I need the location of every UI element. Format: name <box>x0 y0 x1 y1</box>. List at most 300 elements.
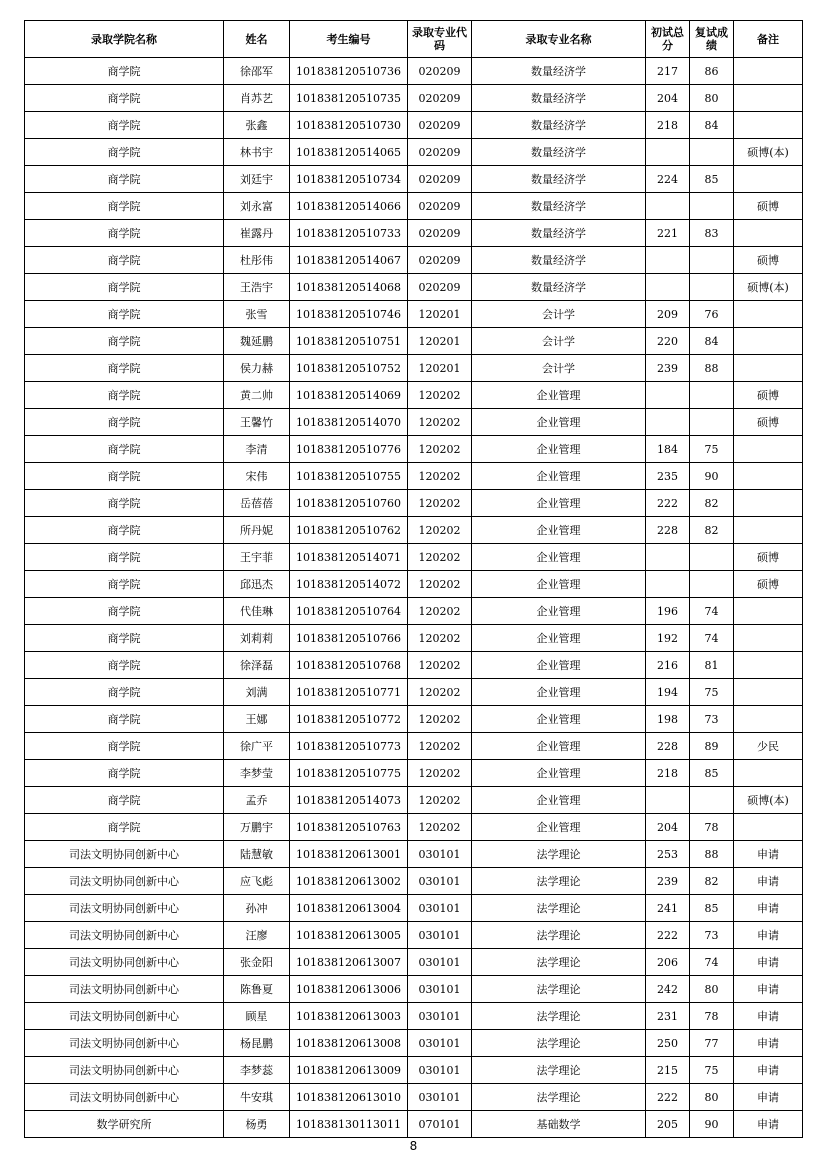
cell-major-name: 企业管理 <box>472 463 646 490</box>
table-row <box>25 814 803 841</box>
cell-college: 司法文明协同创新中心 <box>25 1030 224 1057</box>
cell-major-code: 020209 <box>408 112 472 139</box>
cell-major-code: 120202 <box>408 382 472 409</box>
cell-retest-score: 77 <box>690 1030 734 1057</box>
cell-retest-score: 73 <box>690 706 734 733</box>
cell-name: 王浩宇 <box>224 274 290 301</box>
cell-exam-id: 101838120510752 <box>290 355 408 382</box>
table-row <box>25 1111 803 1138</box>
cell-major-name: 会计学 <box>472 328 646 355</box>
cell-college: 司法文明协同创新中心 <box>25 841 224 868</box>
cell-remarks: 申请 <box>734 868 803 895</box>
table-row <box>25 787 803 814</box>
cell-college: 数学研究所 <box>25 1111 224 1138</box>
table-row <box>25 976 803 1003</box>
cell-remarks <box>734 328 803 355</box>
cell-name: 刘永富 <box>224 193 290 220</box>
cell-college: 商学院 <box>25 490 224 517</box>
cell-name: 陈鲁夏 <box>224 976 290 1003</box>
table-row <box>25 490 803 517</box>
cell-name: 黄二帅 <box>224 382 290 409</box>
cell-remarks <box>734 490 803 517</box>
cell-name: 所丹妮 <box>224 517 290 544</box>
cell-remarks <box>734 814 803 841</box>
cell-remarks <box>734 166 803 193</box>
cell-initial-score: 241 <box>646 895 690 922</box>
cell-initial-score: 222 <box>646 1084 690 1111</box>
cell-college: 商学院 <box>25 112 224 139</box>
header-initial-score: 初试总分 <box>646 21 690 58</box>
header-major-name: 录取专业名称 <box>472 21 646 58</box>
cell-remarks: 申请 <box>734 1030 803 1057</box>
cell-exam-id: 101838120613010 <box>290 1084 408 1111</box>
cell-initial-score: 221 <box>646 220 690 247</box>
cell-name: 李清 <box>224 436 290 463</box>
table-row <box>25 166 803 193</box>
cell-college: 商学院 <box>25 463 224 490</box>
cell-major-code: 120202 <box>408 571 472 598</box>
cell-remarks <box>734 355 803 382</box>
cell-major-code: 020209 <box>408 139 472 166</box>
cell-major-name: 企业管理 <box>472 625 646 652</box>
cell-retest-score <box>690 409 734 436</box>
cell-college: 商学院 <box>25 382 224 409</box>
cell-exam-id: 101838120514065 <box>290 139 408 166</box>
cell-major-code: 120201 <box>408 301 472 328</box>
cell-major-code: 120202 <box>408 787 472 814</box>
cell-initial-score: 220 <box>646 328 690 355</box>
table-row <box>25 1084 803 1111</box>
cell-remarks: 申请 <box>734 1057 803 1084</box>
cell-major-code: 120201 <box>408 355 472 382</box>
cell-remarks <box>734 85 803 112</box>
cell-initial-score: 205 <box>646 1111 690 1138</box>
cell-retest-score <box>690 571 734 598</box>
cell-college: 商学院 <box>25 625 224 652</box>
cell-initial-score: 242 <box>646 976 690 1003</box>
cell-name: 徐泽磊 <box>224 652 290 679</box>
cell-major-name: 法学理论 <box>472 868 646 895</box>
cell-remarks: 申请 <box>734 841 803 868</box>
cell-name: 刘莉莉 <box>224 625 290 652</box>
table-row <box>25 1003 803 1030</box>
cell-major-name: 企业管理 <box>472 652 646 679</box>
cell-college: 商学院 <box>25 328 224 355</box>
cell-remarks <box>734 112 803 139</box>
cell-remarks: 申请 <box>734 1111 803 1138</box>
cell-college: 商学院 <box>25 193 224 220</box>
table-row <box>25 841 803 868</box>
cell-exam-id: 101838120510772 <box>290 706 408 733</box>
cell-initial-score <box>646 274 690 301</box>
cell-college: 商学院 <box>25 166 224 193</box>
cell-major-code: 120202 <box>408 706 472 733</box>
cell-retest-score: 90 <box>690 1111 734 1138</box>
cell-college: 司法文明协同创新中心 <box>25 1057 224 1084</box>
cell-major-code: 020209 <box>408 58 472 85</box>
cell-major-name: 基础数学 <box>472 1111 646 1138</box>
cell-college: 商学院 <box>25 58 224 85</box>
cell-major-code: 030101 <box>408 1030 472 1057</box>
table-row <box>25 139 803 166</box>
cell-initial-score: 196 <box>646 598 690 625</box>
cell-initial-score: 228 <box>646 517 690 544</box>
header-major-code: 录取专业代码 <box>408 21 472 58</box>
cell-name: 牛安琪 <box>224 1084 290 1111</box>
cell-major-name: 会计学 <box>472 355 646 382</box>
cell-major-code: 030101 <box>408 1003 472 1030</box>
cell-retest-score <box>690 247 734 274</box>
cell-college: 商学院 <box>25 301 224 328</box>
cell-major-code: 020209 <box>408 193 472 220</box>
cell-retest-score: 75 <box>690 1057 734 1084</box>
table-row <box>25 625 803 652</box>
cell-remarks <box>734 760 803 787</box>
cell-major-name: 数量经济学 <box>472 58 646 85</box>
cell-major-name: 会计学 <box>472 301 646 328</box>
cell-retest-score: 89 <box>690 733 734 760</box>
cell-exam-id: 101838120613007 <box>290 949 408 976</box>
cell-college: 司法文明协同创新中心 <box>25 1003 224 1030</box>
cell-major-name: 企业管理 <box>472 760 646 787</box>
cell-initial-score: 222 <box>646 490 690 517</box>
cell-remarks: 申请 <box>734 922 803 949</box>
cell-remarks <box>734 625 803 652</box>
cell-college: 商学院 <box>25 598 224 625</box>
cell-major-name: 法学理论 <box>472 922 646 949</box>
cell-retest-score: 74 <box>690 625 734 652</box>
cell-major-name: 数量经济学 <box>472 85 646 112</box>
cell-major-code: 120202 <box>408 409 472 436</box>
cell-major-code: 030101 <box>408 868 472 895</box>
cell-retest-score: 74 <box>690 598 734 625</box>
cell-initial-score <box>646 571 690 598</box>
cell-major-name: 企业管理 <box>472 679 646 706</box>
cell-retest-score: 80 <box>690 976 734 1003</box>
cell-initial-score: 194 <box>646 679 690 706</box>
cell-name: 孟乔 <box>224 787 290 814</box>
table-row <box>25 463 803 490</box>
cell-exam-id: 101838120510764 <box>290 598 408 625</box>
cell-major-code: 020209 <box>408 220 472 247</box>
cell-major-code: 030101 <box>408 949 472 976</box>
cell-major-name: 数量经济学 <box>472 112 646 139</box>
header-row <box>25 21 803 58</box>
cell-name: 代佳琳 <box>224 598 290 625</box>
cell-major-code: 120201 <box>408 328 472 355</box>
cell-name: 张金阳 <box>224 949 290 976</box>
cell-remarks: 硕博 <box>734 247 803 274</box>
admission-table-container <box>24 20 802 1138</box>
cell-exam-id: 101838120510735 <box>290 85 408 112</box>
table-row <box>25 85 803 112</box>
page-number: 8 <box>409 1139 418 1153</box>
table-row <box>25 571 803 598</box>
cell-major-name: 法学理论 <box>472 895 646 922</box>
cell-college: 商学院 <box>25 355 224 382</box>
table-row <box>25 409 803 436</box>
cell-retest-score: 90 <box>690 463 734 490</box>
cell-initial-score <box>646 247 690 274</box>
cell-exam-id: 101838120613004 <box>290 895 408 922</box>
cell-remarks: 硕博 <box>734 571 803 598</box>
cell-college: 商学院 <box>25 274 224 301</box>
cell-name: 徐广平 <box>224 733 290 760</box>
cell-college: 商学院 <box>25 814 224 841</box>
cell-remarks: 硕博 <box>734 544 803 571</box>
table-row <box>25 274 803 301</box>
cell-initial-score <box>646 139 690 166</box>
cell-remarks: 少民 <box>734 733 803 760</box>
cell-exam-id: 101838120510766 <box>290 625 408 652</box>
cell-retest-score: 88 <box>690 355 734 382</box>
cell-name: 侯力赫 <box>224 355 290 382</box>
cell-exam-id: 101838120510775 <box>290 760 408 787</box>
cell-retest-score: 85 <box>690 166 734 193</box>
cell-initial-score: 184 <box>646 436 690 463</box>
cell-college: 司法文明协同创新中心 <box>25 895 224 922</box>
cell-exam-id: 101838120613001 <box>290 841 408 868</box>
cell-major-code: 120202 <box>408 436 472 463</box>
cell-exam-id: 101838120510771 <box>290 679 408 706</box>
cell-major-name: 企业管理 <box>472 571 646 598</box>
cell-initial-score: 204 <box>646 814 690 841</box>
cell-name: 刘廷宇 <box>224 166 290 193</box>
cell-college: 商学院 <box>25 571 224 598</box>
cell-retest-score <box>690 382 734 409</box>
cell-major-name: 企业管理 <box>472 706 646 733</box>
cell-exam-id: 101838130113011 <box>290 1111 408 1138</box>
cell-remarks <box>734 58 803 85</box>
cell-major-code: 020209 <box>408 247 472 274</box>
cell-retest-score: 88 <box>690 841 734 868</box>
table-row <box>25 1030 803 1057</box>
cell-name: 孙冲 <box>224 895 290 922</box>
cell-retest-score: 75 <box>690 436 734 463</box>
cell-major-name: 法学理论 <box>472 1057 646 1084</box>
cell-remarks <box>734 436 803 463</box>
cell-major-name: 企业管理 <box>472 409 646 436</box>
cell-remarks <box>734 652 803 679</box>
table-row <box>25 355 803 382</box>
table-row <box>25 301 803 328</box>
cell-major-name: 法学理论 <box>472 976 646 1003</box>
cell-remarks <box>734 463 803 490</box>
cell-remarks: 硕博 <box>734 193 803 220</box>
header-name: 姓名 <box>224 21 290 58</box>
cell-exam-id: 101838120514073 <box>290 787 408 814</box>
cell-name: 林书宇 <box>224 139 290 166</box>
cell-remarks <box>734 220 803 247</box>
cell-major-name: 法学理论 <box>472 1030 646 1057</box>
cell-retest-score: 85 <box>690 895 734 922</box>
cell-college: 司法文明协同创新中心 <box>25 949 224 976</box>
cell-major-code: 120202 <box>408 733 472 760</box>
cell-exam-id: 101838120613002 <box>290 868 408 895</box>
cell-initial-score: 218 <box>646 112 690 139</box>
cell-retest-score: 73 <box>690 922 734 949</box>
cell-retest-score <box>690 544 734 571</box>
header-exam-id: 考生编号 <box>290 21 408 58</box>
cell-exam-id: 101838120514070 <box>290 409 408 436</box>
cell-retest-score: 85 <box>690 760 734 787</box>
cell-remarks <box>734 706 803 733</box>
cell-name: 岳蓓蓓 <box>224 490 290 517</box>
cell-major-name: 企业管理 <box>472 436 646 463</box>
cell-college: 商学院 <box>25 436 224 463</box>
cell-major-name: 企业管理 <box>472 598 646 625</box>
cell-name: 张鑫 <box>224 112 290 139</box>
cell-major-code: 120202 <box>408 625 472 652</box>
table-row <box>25 193 803 220</box>
cell-college: 商学院 <box>25 85 224 112</box>
cell-remarks <box>734 301 803 328</box>
cell-exam-id: 101838120514067 <box>290 247 408 274</box>
cell-exam-id: 101838120510733 <box>290 220 408 247</box>
cell-college: 商学院 <box>25 139 224 166</box>
cell-major-name: 法学理论 <box>472 949 646 976</box>
cell-exam-id: 101838120510734 <box>290 166 408 193</box>
table-row <box>25 544 803 571</box>
cell-retest-score: 74 <box>690 949 734 976</box>
cell-initial-score: 224 <box>646 166 690 193</box>
cell-major-code: 020209 <box>408 274 472 301</box>
cell-major-code: 030101 <box>408 976 472 1003</box>
header-retest-score: 复试成绩 <box>690 21 734 58</box>
cell-initial-score: 204 <box>646 85 690 112</box>
cell-initial-score <box>646 787 690 814</box>
cell-initial-score: 206 <box>646 949 690 976</box>
cell-exam-id: 101838120510768 <box>290 652 408 679</box>
cell-initial-score: 217 <box>646 58 690 85</box>
cell-major-name: 数量经济学 <box>472 166 646 193</box>
cell-name: 陆慧敏 <box>224 841 290 868</box>
cell-exam-id: 101838120514069 <box>290 382 408 409</box>
table-row <box>25 328 803 355</box>
cell-retest-score <box>690 193 734 220</box>
cell-name: 汪廖 <box>224 922 290 949</box>
cell-exam-id: 101838120514072 <box>290 571 408 598</box>
cell-initial-score: 228 <box>646 733 690 760</box>
cell-college: 司法文明协同创新中心 <box>25 922 224 949</box>
cell-college: 商学院 <box>25 706 224 733</box>
table-row <box>25 706 803 733</box>
cell-major-code: 030101 <box>408 922 472 949</box>
cell-college: 司法文明协同创新中心 <box>25 1084 224 1111</box>
cell-initial-score: 222 <box>646 922 690 949</box>
cell-major-code: 120202 <box>408 490 472 517</box>
cell-college: 商学院 <box>25 679 224 706</box>
cell-name: 魏延鹏 <box>224 328 290 355</box>
cell-initial-score: 215 <box>646 1057 690 1084</box>
cell-college: 商学院 <box>25 652 224 679</box>
cell-major-name: 企业管理 <box>472 787 646 814</box>
table-row <box>25 598 803 625</box>
cell-retest-score: 83 <box>690 220 734 247</box>
cell-exam-id: 101838120613006 <box>290 976 408 1003</box>
cell-exam-id: 101838120510773 <box>290 733 408 760</box>
cell-exam-id: 101838120613009 <box>290 1057 408 1084</box>
header-remarks: 备注 <box>734 21 803 58</box>
table-row <box>25 436 803 463</box>
cell-exam-id: 101838120510762 <box>290 517 408 544</box>
cell-college: 商学院 <box>25 787 224 814</box>
cell-initial-score <box>646 544 690 571</box>
cell-college: 司法文明协同创新中心 <box>25 976 224 1003</box>
cell-major-code: 120202 <box>408 652 472 679</box>
cell-remarks: 硕博(本) <box>734 787 803 814</box>
cell-initial-score <box>646 382 690 409</box>
cell-major-code: 120202 <box>408 760 472 787</box>
cell-exam-id: 101838120510746 <box>290 301 408 328</box>
cell-major-code: 120202 <box>408 463 472 490</box>
cell-name: 王娜 <box>224 706 290 733</box>
table-row <box>25 760 803 787</box>
cell-major-name: 数量经济学 <box>472 220 646 247</box>
cell-exam-id: 101838120510755 <box>290 463 408 490</box>
table-row <box>25 220 803 247</box>
cell-exam-id: 101838120510760 <box>290 490 408 517</box>
cell-exam-id: 101838120514068 <box>290 274 408 301</box>
cell-remarks: 申请 <box>734 949 803 976</box>
cell-major-code: 120202 <box>408 544 472 571</box>
cell-name: 杨勇 <box>224 1111 290 1138</box>
cell-college: 商学院 <box>25 409 224 436</box>
cell-exam-id: 101838120510776 <box>290 436 408 463</box>
table-row <box>25 949 803 976</box>
cell-name: 王宇菲 <box>224 544 290 571</box>
cell-retest-score: 84 <box>690 328 734 355</box>
cell-major-name: 数量经济学 <box>472 247 646 274</box>
cell-remarks: 硕博(本) <box>734 139 803 166</box>
cell-name: 李梦蕊 <box>224 1057 290 1084</box>
cell-college: 商学院 <box>25 760 224 787</box>
table-row <box>25 382 803 409</box>
table-row <box>25 679 803 706</box>
cell-college: 商学院 <box>25 733 224 760</box>
cell-major-name: 数量经济学 <box>472 274 646 301</box>
cell-major-code: 070101 <box>408 1111 472 1138</box>
cell-exam-id: 101838120613008 <box>290 1030 408 1057</box>
cell-retest-score: 78 <box>690 814 734 841</box>
cell-remarks: 申请 <box>734 976 803 1003</box>
cell-remarks: 申请 <box>734 1084 803 1111</box>
cell-major-name: 法学理论 <box>472 1084 646 1111</box>
cell-major-name: 企业管理 <box>472 517 646 544</box>
cell-major-code: 030101 <box>408 841 472 868</box>
cell-remarks <box>734 517 803 544</box>
cell-major-code: 120202 <box>408 814 472 841</box>
cell-initial-score: 239 <box>646 355 690 382</box>
cell-major-code: 020209 <box>408 166 472 193</box>
cell-major-name: 法学理论 <box>472 1003 646 1030</box>
cell-exam-id: 101838120514071 <box>290 544 408 571</box>
cell-retest-score: 76 <box>690 301 734 328</box>
cell-exam-id: 101838120613005 <box>290 922 408 949</box>
cell-name: 徐邵军 <box>224 58 290 85</box>
cell-remarks: 硕博 <box>734 409 803 436</box>
cell-retest-score: 80 <box>690 85 734 112</box>
cell-initial-score: 253 <box>646 841 690 868</box>
header-college: 录取学院名称 <box>25 21 224 58</box>
cell-remarks: 申请 <box>734 1003 803 1030</box>
cell-initial-score: 198 <box>646 706 690 733</box>
cell-retest-score <box>690 139 734 166</box>
cell-initial-score: 231 <box>646 1003 690 1030</box>
cell-name: 邱迅杰 <box>224 571 290 598</box>
cell-major-name: 企业管理 <box>472 490 646 517</box>
table-row <box>25 895 803 922</box>
